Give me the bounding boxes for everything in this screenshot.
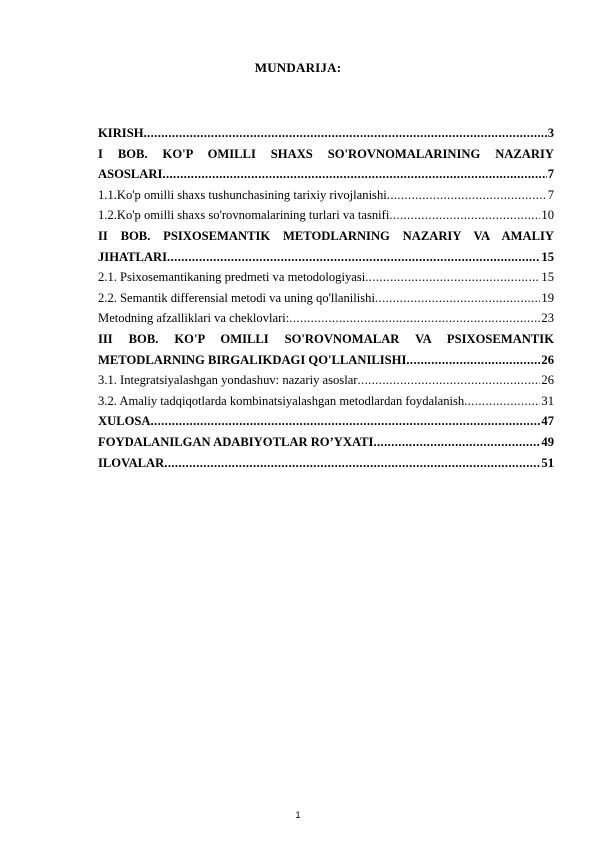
dot-leader [406,350,540,371]
toc-entry-label: ASOSLARI [98,167,163,182]
toc-page-number: 19 [541,290,554,305]
toc-entry-heading-line: I BOB. KO'P OMILLI SHAXS SO'ROVNOMALARINING NAZARIY [98,146,554,161]
toc-entry-heading-line: II BOB. PSIXOSEMANTIK METODLARNING NAZARIY VA AMALIY [98,228,554,243]
toc-page-number: 3 [547,126,554,140]
dot-leader [164,453,540,474]
toc-entry-label: 1.1.Ko'p omilli shaxs tushunchasining tarixiy rivojlanishi [98,187,387,202]
dot-leader [289,308,540,329]
toc-page-number: 51 [541,455,554,470]
dot-leader [373,432,540,453]
toc-entry-chapter-3[interactable] [98,329,554,370]
toc-entry-label: 3.1. Integratsiyalashgan yondashuv: nazariy asoslar [98,373,358,388]
toc-page-number: 15 [541,249,554,264]
toc-entry-label: 3.2. Amaliy tadqiqotlarda kombinatsiyalashgan metodlardan foydalanish [98,393,465,408]
dot-leader [464,391,540,412]
toc-page-number: 23 [541,311,554,326]
dot-leader [150,411,540,432]
toc-entry-chapter-2[interactable] [98,226,554,267]
page-number-footer: 1 [295,810,301,820]
toc-entry-label: Metodning afzalliklari va cheklovlari: [98,311,290,326]
dot-leader [365,267,540,288]
toc-entry-3-2[interactable] [98,391,554,412]
toc-entry-2-1[interactable] [98,267,554,288]
toc-entry-label: KIRISH [98,126,144,140]
toc-entry-1-2[interactable] [98,205,554,226]
toc-entry-method-advantages[interactable] [98,308,554,329]
toc-entry-label: FOYDALANILGAN ADABIYOTLAR RO’YXATI [98,434,374,449]
toc-entry-label: 2.2. Semantik differensial metodi va uning qo'llanilishi [98,290,375,305]
toc-page-number: 26 [541,352,554,367]
toc-entry-label: METODLARNING BIRGALIKDAGI QO'LLANILISHI [98,352,407,367]
toc-page-number: 47 [541,414,554,429]
toc-entry-label: 1.2.Ko'p omilli shaxs so'rovnomalarining turlari va tasnifi [98,208,390,223]
dot-leader [358,370,541,391]
toc-page-number: 31 [541,393,554,408]
toc-entry-heading-line: III BOB. KO'P OMILLI SO'ROVNOMALAR VA PSIXOSEMANTIK [98,331,554,346]
toc-page-number: 26 [541,373,554,388]
toc-page-number: 15 [541,270,554,285]
dot-leader [144,123,547,144]
page-title: MUNDARIJA: [254,60,342,75]
toc-entry-label: ILOVALAR [98,455,165,470]
toc-entry-3-1[interactable] [98,370,554,391]
toc-page-number: 49 [541,434,554,449]
toc-entry-label: XULOSA [98,414,151,429]
table-of-contents [98,123,554,473]
toc-page-number: 10 [541,208,554,223]
toc-entry-1-1[interactable] [98,185,554,206]
toc-entry-bibliography[interactable] [98,432,554,453]
toc-entry-label: JIHATLARI [98,249,168,264]
toc-entry-kirish[interactable] [98,123,554,144]
dot-leader [375,288,540,309]
toc-entry-chapter-1[interactable] [98,144,554,185]
toc-entry-ilovalar[interactable] [98,453,554,474]
dot-leader [387,185,547,206]
dot-leader [389,205,540,226]
toc-entry-2-2[interactable] [98,288,554,309]
toc-entry-xulosa[interactable] [98,411,554,432]
toc-page-number: 7 [547,187,554,202]
dot-leader [162,164,546,185]
toc-entry-label: 2.1. Psixosemantikaning predmeti va metodologiyasi [98,270,366,285]
toc-page-number: 7 [547,167,554,182]
dot-leader [167,247,540,268]
